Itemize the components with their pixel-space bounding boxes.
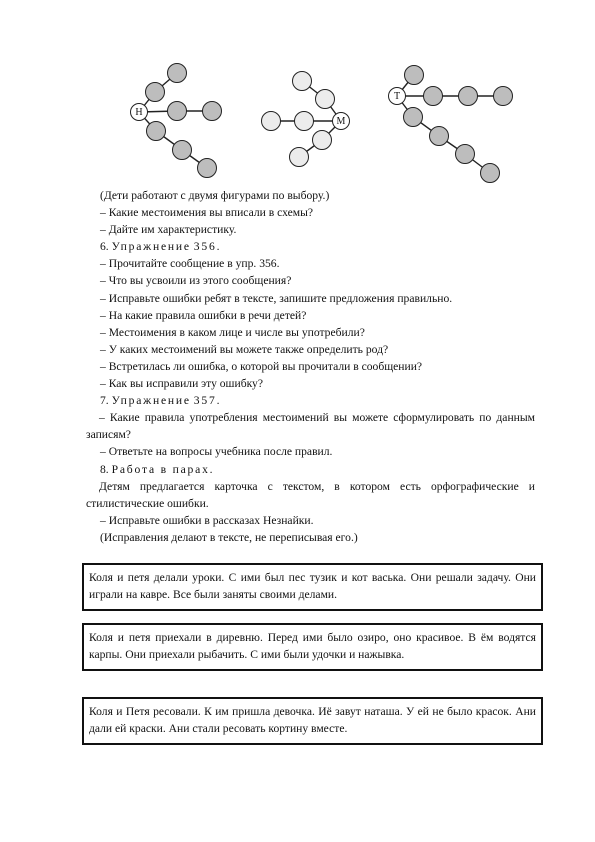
question-line: – На какие правила ошибки в речи детей? <box>100 308 307 322</box>
scheme-root-letter-2: М <box>336 116 346 127</box>
exercise-word: Работа в парах. <box>111 462 215 476</box>
pronoun-scheme-figure-3 <box>389 66 513 183</box>
scheme-node <box>494 87 513 106</box>
scheme-node <box>173 141 192 160</box>
lesson-text <box>87 187 535 546</box>
scheme-node <box>424 87 443 106</box>
question-line: – Встретилась ли ошибка, о которой вы прочитали в сообщении? <box>100 359 423 373</box>
exercise-number: 8. <box>100 462 109 476</box>
scheme-node <box>316 90 335 109</box>
exercise-word: Упражнение <box>111 240 191 254</box>
scheme-node <box>293 72 312 91</box>
question-line: – Какие местоимения вы вписали в схемы? <box>100 206 314 220</box>
exercise-heading-8 <box>87 461 535 478</box>
pronoun-scheme-diagrams <box>0 0 595 190</box>
exercise-value: 356. <box>193 240 222 254</box>
scheme-node <box>404 108 423 127</box>
scheme-node <box>456 145 475 164</box>
pronoun-scheme-figure-2 <box>262 72 350 167</box>
scheme-node <box>313 131 332 150</box>
question-line: – Что вы усвоили из этого сообщения? <box>100 274 292 288</box>
question-line: – Ответьте на вопросы учебника после правил. <box>100 445 333 459</box>
exercise-word: Упражнение <box>111 394 191 408</box>
instruction-paragraph: Детям предлагается карточка с текстом, в котором есть орфографические и стилистические ошибки. <box>86 479 535 510</box>
question-line: – Исправьте ошибки ребят в тексте, запишите предложения правильно. <box>100 291 453 305</box>
question-line: – У каких местоимений вы можете также определить род? <box>100 342 389 356</box>
exercise-heading-7 <box>87 392 535 409</box>
scheme-node <box>262 112 281 131</box>
question-paragraph: – Какие правила употребления местоимений вы можете сформулировать по данным записям? <box>86 411 535 442</box>
scheme-node <box>168 64 187 83</box>
question-line: – Исправьте ошибки в рассказах Незнайки. <box>100 513 314 527</box>
scheme-node <box>459 87 478 106</box>
scheme-node <box>146 83 165 102</box>
question-line: – Прочитайте сообщение в упр. 356. <box>100 257 280 271</box>
scheme-node <box>147 122 166 141</box>
exercise-number: 7. <box>100 394 109 408</box>
scheme-root-letter-3: Т <box>393 91 401 102</box>
scheme-node <box>430 127 449 146</box>
card-text: Коля и Петя ресовали. К им пришла девочка. Иё завут наташа. У ей не было красок. Ани дали ей краски. Ани стали ресовать кортину вместе. <box>89 705 536 736</box>
question-line: – Как вы исправили эту ошибку? <box>100 377 264 391</box>
scheme-node <box>290 148 309 167</box>
scheme-node <box>481 164 500 183</box>
scheme-node <box>198 159 217 178</box>
paragraph-note: (Дети работают с двумя фигурами по выбору.) <box>100 189 330 202</box>
scheme-node <box>295 112 314 131</box>
card-text: Коля и петя делали уроки. С ими был пес тузик и кот васька. Они решали задачу. Они играли на кавре. Все были заняты своими делами. <box>89 571 536 602</box>
paragraph-note: (Исправления делают в тексте, не переписывая его.) <box>100 530 358 544</box>
card-text: Коля и петя приехали в диревню. Перед ими было озиро, оно красивое. В ём водятся карпы. Они приехали рыбачить. С ими были удочки и нажывка. <box>89 631 536 662</box>
scheme-root-letter-1: Н <box>135 107 143 118</box>
error-text-card-3 <box>82 697 543 745</box>
question-line: – Дайте им характеристику. <box>100 223 237 237</box>
scheme-node <box>168 102 187 121</box>
scheme-node <box>203 102 222 121</box>
error-text-card-2 <box>82 623 543 671</box>
exercise-heading-6 <box>87 238 535 255</box>
error-text-card-1 <box>82 563 543 611</box>
exercise-value: 357. <box>193 394 222 408</box>
exercise-number: 6. <box>100 240 109 254</box>
question-line: – Местоимения в каком лице и числе вы употребили? <box>100 325 365 339</box>
pronoun-scheme-figure-1 <box>131 64 222 178</box>
scheme-node <box>405 66 424 85</box>
